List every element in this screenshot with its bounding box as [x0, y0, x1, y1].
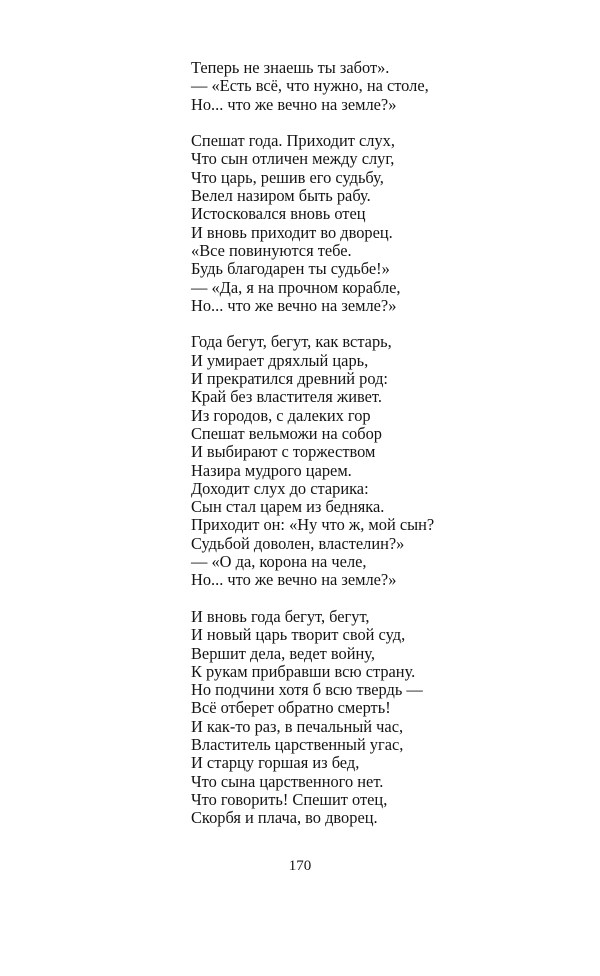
- page-number: 170: [288, 858, 312, 874]
- poem-line: И умирает дряхлый царь,: [191, 350, 369, 370]
- poem-line: Но... что же вечно на земле?»: [191, 94, 397, 114]
- poem-line: Спешат вельможи на собор: [191, 423, 382, 443]
- poem-line: — «Да, я на прочном корабле,: [191, 277, 401, 297]
- poem-line: Из городов, с далеких гор: [191, 405, 371, 425]
- poem-line: И новый царь творит свой суд,: [191, 625, 406, 645]
- poem-text: [191, 59, 551, 846]
- stanza-1: [191, 59, 551, 114]
- poem-line: — «Есть всё, что нужно, на столе,: [191, 76, 429, 96]
- poem-line: И прекратился древний род:: [191, 369, 388, 389]
- poem-line: Что сын отличен между слуг,: [191, 149, 395, 169]
- poem-line: — «О да, корона на челе,: [191, 552, 367, 572]
- poem-line: Край без властителя живет.: [191, 387, 382, 407]
- poem-line: Велел назиром быть рабу.: [191, 186, 371, 206]
- poem-line: Но... что же вечно на земле?»: [191, 295, 397, 315]
- poem-line: Судьбой доволен, властелин?»: [191, 533, 405, 553]
- poem-line: Что сына царственного нет.: [191, 771, 384, 791]
- poem-line: И как-то раз, в печальный час,: [191, 716, 404, 736]
- poem-line: Назира мудрого царем.: [191, 460, 352, 480]
- poem-line: И старцу горшая из бед,: [191, 753, 360, 773]
- poem-line: Года бегут, бегут, как встарь,: [191, 332, 392, 352]
- poem-line: И вновь приходит во дворец.: [191, 222, 393, 242]
- poem-line: Что говорить! Спешит отец,: [191, 789, 388, 809]
- poem-line: И вновь года бегут, бегут,: [191, 606, 370, 626]
- stanza-2: [191, 132, 551, 315]
- poem-line: Доходит слух до старика:: [191, 478, 369, 498]
- stanza-4: [191, 608, 551, 828]
- poem-line: К рукам прибравши всю страну.: [191, 661, 416, 681]
- poem-line: Истосковался вновь отец: [191, 204, 366, 224]
- poem-line: Властитель царственный угас,: [191, 734, 404, 754]
- poem-line: Сын стал царем из бедняка.: [191, 497, 385, 517]
- poem-line: И выбирают с торжеством: [191, 442, 376, 462]
- poem-line: «Все повинуются тебе.: [191, 240, 352, 260]
- poem-line: Вершит дела, ведет войну,: [191, 643, 375, 663]
- poem-line: Будь благодарен ты судьбе!»: [191, 259, 390, 279]
- poem-line: Теперь не знаешь ты забот».: [191, 58, 390, 77]
- poem-line: Спешат года. Приходит слух,: [191, 131, 395, 151]
- poem-line: Всё отберет обратно смерть!: [191, 698, 391, 718]
- poem-line: Скорбя и плача, во дворец.: [191, 808, 378, 828]
- poem-line: Но... что же вечно на земле?»: [191, 570, 397, 590]
- poem-line: Но подчини хотя б всю твердь —: [191, 680, 423, 700]
- stanza-3: [191, 333, 551, 589]
- poem-line: Приходит он: «Ну что ж, мой сын?: [191, 515, 435, 535]
- poem-line: Что царь, решив его судьбу,: [191, 167, 384, 187]
